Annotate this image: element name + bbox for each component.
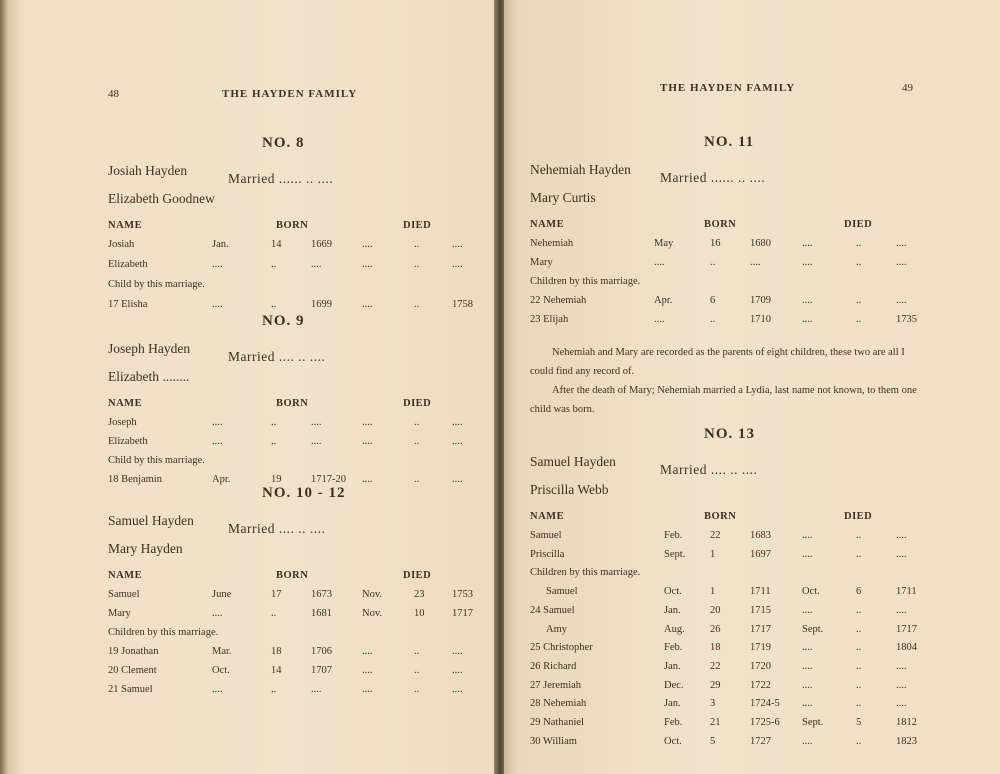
- table-cell-bm: May: [654, 238, 674, 249]
- table-row-name: Elizabeth: [108, 259, 148, 270]
- table-cell-bd: 3: [710, 698, 716, 710]
- table-cell-dm: ....: [362, 417, 373, 428]
- table-cell-dy: ....: [452, 436, 463, 447]
- husband-name: Joseph Hayden: [108, 341, 191, 356]
- table-cell-dy: ....: [896, 548, 907, 560]
- right-page: [504, 0, 1000, 774]
- table-cell-bm: ....: [212, 608, 223, 619]
- table-cell-dy: 1717: [452, 608, 473, 619]
- table-cell-dd: ..: [414, 436, 420, 447]
- table-cell-by: ....: [750, 257, 761, 268]
- table-cell-bm: Oct.: [664, 586, 682, 598]
- table-cell-dm: ....: [802, 642, 813, 654]
- table-cell-dy: 1812: [896, 717, 917, 728]
- table-cell-dd: ..: [856, 623, 862, 635]
- table-cell-bm: Mar.: [212, 646, 232, 657]
- table-cell-bm: Sept.: [664, 548, 686, 560]
- table-cell-by: 1680: [750, 238, 771, 249]
- table-row-name: 19 Jonathan: [108, 646, 159, 657]
- table-cell-dy: ....: [896, 698, 907, 710]
- table-row-name: 17 Elisha: [108, 299, 148, 310]
- table-cell-dy: 1717: [896, 623, 917, 635]
- table-cell-dm: ....: [802, 295, 813, 306]
- table-cell-bm: Aug.: [664, 623, 685, 635]
- table-cell-dm: ....: [802, 238, 813, 249]
- table-row-name: Child by this marriage.: [108, 279, 205, 290]
- table-cell-dy: ....: [896, 257, 907, 268]
- table-cell-bd: 21: [710, 717, 721, 728]
- section-heading: NO. 10 - 12: [262, 485, 346, 501]
- column-header-born: BORN: [704, 219, 737, 230]
- table-row-name: Joseph: [108, 417, 137, 428]
- table-cell-bd: 22: [710, 530, 721, 541]
- table-cell-bd: 20: [710, 604, 721, 616]
- table-row-name: 22 Nehemiah: [530, 295, 587, 306]
- table-cell-by: 1706: [311, 646, 332, 657]
- table-row-name: Children by this marriage.: [530, 567, 641, 579]
- table-cell-dy: ....: [896, 295, 907, 306]
- table-cell-dm: Nov.: [362, 608, 383, 619]
- table-row-name: Samuel: [546, 586, 578, 598]
- table-cell-by: 1681: [311, 608, 332, 619]
- column-header-born: BORN: [276, 220, 309, 231]
- table-row-name: Elizabeth: [108, 436, 148, 447]
- column-header-name: NAME: [108, 570, 143, 581]
- table-cell-dy: ....: [452, 665, 463, 676]
- table-cell-bm: ....: [212, 299, 223, 310]
- husband-name: Nehemiah Hayden: [530, 162, 631, 177]
- table-row-name: Priscilla: [530, 548, 565, 560]
- table-cell-dd: ..: [856, 698, 862, 710]
- table-cell-bd: ..: [271, 436, 277, 447]
- table-cell-by: 1722: [750, 679, 771, 691]
- table-cell-by: ....: [311, 436, 322, 447]
- column-header-died: DIED: [403, 570, 432, 581]
- note-paragraph: After the death of Mary; Nehemiah married a Lydia, last name not known, to them one child was born.: [530, 385, 917, 415]
- running-head: THE HAYDEN FAMILY: [660, 82, 796, 94]
- table-cell-bm: ....: [212, 684, 223, 695]
- table-cell-bm: June: [212, 589, 232, 600]
- table-cell-by: 1683: [750, 530, 771, 541]
- table-cell-by: 1669: [311, 239, 332, 250]
- table-cell-dd: ..: [414, 684, 420, 695]
- table-row-name: Samuel: [108, 589, 140, 600]
- table-cell-dm: ....: [802, 548, 813, 560]
- table-cell-by: 1725-6: [750, 717, 780, 728]
- husband-name: Josiah Hayden: [108, 163, 188, 178]
- table-cell-by: 1697: [750, 548, 771, 560]
- table-row-name: Mary: [530, 257, 553, 268]
- married-line: Married .... .. ....: [228, 349, 326, 364]
- table-cell-dd: ..: [856, 735, 862, 747]
- table-cell-dm: ....: [362, 299, 373, 310]
- table-cell-bm: ....: [212, 436, 223, 447]
- section-heading: NO. 13: [704, 426, 755, 442]
- table-cell-dm: ....: [802, 530, 813, 541]
- table-cell-by: 1715: [750, 604, 771, 616]
- husband-name: Samuel Hayden: [530, 454, 616, 469]
- column-header-name: NAME: [530, 219, 565, 230]
- table-cell-bd: ..: [710, 257, 716, 268]
- table-cell-dm: Sept.: [802, 717, 824, 728]
- column-header-name: NAME: [530, 511, 565, 522]
- table-cell-by: 1717: [750, 623, 771, 635]
- table-cell-bd: ..: [271, 684, 277, 695]
- table-cell-bd: 17: [271, 589, 282, 600]
- column-header-born: BORN: [276, 398, 309, 409]
- wife-name: Elizabeth Goodnew: [108, 191, 215, 206]
- table-cell-dm: Nov.: [362, 589, 383, 600]
- table-cell-bd: 18: [271, 646, 282, 657]
- table-cell-dy: ....: [896, 660, 907, 672]
- table-cell-dd: ..: [856, 548, 862, 560]
- table-cell-dd: ..: [856, 530, 862, 541]
- table-cell-dd: 10: [414, 608, 425, 619]
- table-cell-dy: ....: [452, 417, 463, 428]
- wife-name: Priscilla Webb: [530, 482, 609, 497]
- table-cell-by: 1707: [311, 665, 332, 676]
- table-cell-by: 1720: [750, 660, 771, 672]
- table-cell-dy: 1753: [452, 589, 473, 600]
- table-cell-dd: ..: [414, 665, 420, 676]
- page-number: 48: [108, 88, 119, 100]
- table-row-name: Children by this marriage.: [108, 627, 219, 638]
- table-cell-dd: ..: [414, 299, 420, 310]
- table-cell-dd: ..: [856, 679, 862, 691]
- table-cell-dd: 6: [856, 586, 862, 598]
- table-cell-bm: Feb.: [664, 717, 683, 728]
- table-cell-dd: ..: [414, 259, 420, 270]
- table-row-name: 29 Nathaniel: [530, 717, 584, 728]
- wife-name: Elizabeth ........: [108, 369, 190, 384]
- table-row-name: 26 Richard: [530, 660, 577, 672]
- table-row-name: Nehemiah: [530, 238, 574, 249]
- wife-name: Mary Hayden: [108, 541, 183, 556]
- table-cell-by: 1673: [311, 589, 332, 600]
- table-cell-dy: ....: [896, 530, 907, 541]
- table-row-name: Children by this marriage.: [530, 276, 641, 287]
- table-cell-dy: ....: [896, 238, 907, 249]
- table-cell-bm: Dec.: [664, 679, 684, 691]
- table-cell-dy: ....: [452, 239, 463, 250]
- table-cell-bd: ..: [271, 259, 277, 270]
- table-cell-dy: ....: [452, 259, 463, 270]
- table-cell-dy: 1804: [896, 642, 917, 654]
- table-cell-by: ....: [311, 684, 322, 695]
- husband-name: Samuel Hayden: [108, 513, 194, 528]
- table-cell-bm: Jan.: [212, 239, 229, 250]
- table-cell-dd: ..: [856, 660, 862, 672]
- running-head: THE HAYDEN FAMILY: [222, 88, 358, 100]
- table-cell-bm: Jan.: [664, 698, 681, 710]
- married-line: Married .... .. ....: [228, 521, 326, 536]
- table-cell-bd: 26: [710, 623, 721, 635]
- section-heading: NO. 9: [262, 313, 305, 329]
- table-cell-dy: ....: [452, 684, 463, 695]
- table-cell-dd: 23: [414, 589, 425, 600]
- table-cell-bd: ..: [271, 608, 277, 619]
- table-cell-by: 1724-5: [750, 698, 780, 710]
- table-row-name: 27 Jeremiah: [530, 679, 582, 691]
- table-cell-bd: ..: [271, 417, 277, 428]
- table-cell-bd: 1: [710, 586, 716, 598]
- table-cell-by: 1699: [311, 299, 332, 310]
- table-cell-bd: 14: [271, 239, 282, 250]
- table-cell-by: 1710: [750, 314, 771, 325]
- table-cell-bd: 16: [710, 238, 721, 249]
- table-cell-bm: ....: [654, 257, 665, 268]
- table-cell-by: 1717-20: [311, 474, 346, 485]
- table-cell-dy: ....: [896, 679, 907, 691]
- table-cell-dd: ..: [414, 646, 420, 657]
- table-cell-dd: ..: [856, 642, 862, 654]
- table-cell-dm: ....: [802, 679, 813, 691]
- table-cell-by: 1727: [750, 735, 771, 747]
- table-cell-dd: ..: [414, 474, 420, 485]
- column-header-died: DIED: [403, 220, 432, 231]
- table-cell-dd: ..: [856, 604, 862, 616]
- table-cell-bd: 1: [710, 548, 716, 560]
- table-cell-dm: ....: [802, 735, 813, 747]
- table-cell-bm: Jan.: [664, 604, 681, 616]
- table-cell-dm: ....: [802, 698, 813, 710]
- table-cell-dm: ....: [362, 239, 373, 250]
- column-header-name: NAME: [108, 220, 143, 231]
- table-cell-bm: Apr.: [654, 295, 673, 306]
- table-cell-dm: ....: [362, 474, 373, 485]
- table-cell-bm: ....: [212, 417, 223, 428]
- table-row-name: 23 Elijah: [530, 314, 569, 325]
- table-cell-bm: Jan.: [664, 660, 681, 672]
- table-row-name: 30 William: [530, 735, 577, 747]
- table-cell-bm: Apr.: [212, 474, 231, 485]
- wife-name: Mary Curtis: [530, 190, 596, 205]
- table-row-name: 28 Nehemiah: [530, 698, 587, 710]
- table-cell-dm: ....: [802, 314, 813, 325]
- table-cell-bd: 6: [710, 295, 716, 306]
- table-cell-dd: ..: [856, 238, 862, 249]
- table-cell-dm: ....: [802, 257, 813, 268]
- table-cell-by: ....: [311, 417, 322, 428]
- table-cell-by: 1709: [750, 295, 771, 306]
- table-cell-bd: 14: [271, 665, 282, 676]
- table-row-name: Samuel: [530, 530, 562, 541]
- column-header-born: BORN: [704, 511, 737, 522]
- column-header-died: DIED: [844, 219, 873, 230]
- table-cell-bm: ....: [654, 314, 665, 325]
- table-cell-dy: ....: [452, 474, 463, 485]
- table-cell-dm: ....: [362, 259, 373, 270]
- table-cell-bm: ....: [212, 259, 223, 270]
- table-cell-bd: 5: [710, 735, 716, 747]
- table-cell-bm: Oct.: [664, 735, 682, 747]
- page-number: 49: [902, 82, 913, 94]
- married-line: Married ...... .. ....: [660, 170, 766, 185]
- table-row-name: Child by this marriage.: [108, 455, 205, 466]
- section-heading: NO. 8: [262, 135, 305, 151]
- table-cell-dd: ..: [414, 239, 420, 250]
- table-row-name: 20 Clement: [108, 665, 157, 676]
- table-row-name: 18 Benjamin: [108, 474, 162, 485]
- table-cell-by: 1719: [750, 642, 771, 654]
- table-cell-dm: Sept.: [802, 623, 824, 635]
- table-cell-dy: ....: [452, 646, 463, 657]
- table-cell-by: 1711: [750, 586, 771, 598]
- section-heading: NO. 11: [704, 134, 755, 150]
- table-cell-dy: 1823: [896, 735, 917, 747]
- table-row-name: 21 Samuel: [108, 684, 153, 695]
- table-cell-dd: ..: [856, 257, 862, 268]
- married-line: Married ...... .. ....: [228, 171, 334, 186]
- column-header-born: BORN: [276, 570, 309, 581]
- table-row-name: 24 Samuel: [530, 604, 575, 616]
- table-cell-dm: ....: [362, 646, 373, 657]
- table-cell-by: ....: [311, 259, 322, 270]
- column-header-died: DIED: [844, 511, 873, 522]
- table-cell-bm: Oct.: [212, 665, 230, 676]
- table-row-name: Josiah: [108, 239, 135, 250]
- table-cell-bd: 19: [271, 474, 282, 485]
- column-header-name: NAME: [108, 398, 143, 409]
- table-cell-dm: Oct.: [802, 586, 820, 598]
- table-cell-bd: ..: [271, 299, 277, 310]
- table-cell-dm: ....: [802, 604, 813, 616]
- table-row-name: Amy: [546, 623, 567, 635]
- table-cell-dy: 1735: [896, 314, 917, 325]
- table-cell-dd: ..: [856, 295, 862, 306]
- table-cell-bd: ..: [710, 314, 716, 325]
- table-cell-bm: Feb.: [664, 530, 683, 541]
- table-cell-bd: 18: [710, 642, 721, 654]
- table-cell-dy: 1711: [896, 586, 917, 598]
- table-cell-dm: ....: [802, 660, 813, 672]
- table-cell-bm: Feb.: [664, 642, 683, 654]
- column-header-died: DIED: [403, 398, 432, 409]
- married-line: Married .... .. ....: [660, 462, 758, 477]
- note-paragraph: Nehemiah and Mary are recorded as the parents of eight children, these two are all I could find any record of.: [530, 347, 905, 377]
- table-cell-dd: ..: [856, 314, 862, 325]
- table-cell-bd: 29: [710, 679, 721, 691]
- table-row-name: 25 Christopher: [530, 642, 593, 654]
- table-row-name: Mary: [108, 608, 131, 619]
- table-cell-dm: ....: [362, 665, 373, 676]
- table-cell-dd: 5: [856, 717, 862, 728]
- table-cell-dm: ....: [362, 684, 373, 695]
- left-page: [0, 0, 496, 774]
- table-cell-dm: ....: [362, 436, 373, 447]
- table-cell-dy: ....: [896, 604, 907, 616]
- table-cell-dy: 1758: [452, 299, 473, 310]
- table-cell-bd: 22: [710, 660, 721, 672]
- table-cell-dd: ..: [414, 417, 420, 428]
